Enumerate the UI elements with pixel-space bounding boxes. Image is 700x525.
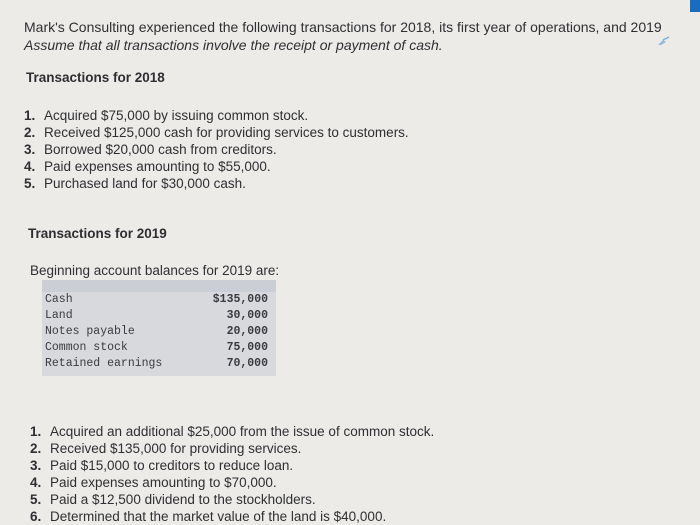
list-item: 1. Acquired $75,000 by issuing common stock. <box>24 108 309 123</box>
list-item: 3. Borrowed $20,000 cash from creditors. <box>24 142 277 157</box>
table-row: Retained earnings 70,000 <box>45 357 268 370</box>
heading-2019: Transactions for 2019 <box>28 226 167 241</box>
transactions-2019-list <box>30 423 434 525</box>
list-item: 4. Paid expenses amounting to $70,000. <box>30 475 277 490</box>
heading-2018: Transactions for 2018 <box>26 70 165 85</box>
transactions-2018-list <box>24 107 409 192</box>
table-row: Common stock 75,000 <box>45 341 268 354</box>
intro-assumption: Assume that all transactions involve the receipt or payment of cash. <box>24 37 443 53</box>
list-item: 1. Acquired an additional $25,000 from the issue of common stock. <box>30 424 435 439</box>
pencil-icon <box>657 36 671 46</box>
corner-marker <box>690 0 700 12</box>
list-item: 2. Received $125,000 cash for providing services to customers. <box>24 125 409 140</box>
intro-line-1: Mark's Consulting experienced the following transactions for 2018, its first year of operations, and 2019 <box>24 19 662 35</box>
list-item: 3. Paid $15,000 to creditors to reduce loan. <box>30 458 294 473</box>
list-item: 4. Paid expenses amounting to $55,000. <box>24 159 271 174</box>
table-row: Cash $135,000 <box>45 293 268 306</box>
list-item: 2. Received $135,000 for providing services. <box>30 441 302 456</box>
list-item: 5. Purchased land for $30,000 cash. <box>24 176 246 191</box>
beginning-balances-label: Beginning account balances for 2019 are: <box>30 263 280 278</box>
table-row: Land 30,000 <box>45 309 268 322</box>
beginning-balances-table <box>42 280 276 376</box>
table-row: Notes payable 20,000 <box>45 325 268 338</box>
list-item: 5. Paid a $12,500 dividend to the stockholders. <box>30 492 316 507</box>
list-item: 6. Determined that the market value of the land is $40,000. <box>30 509 387 524</box>
problem-intro <box>24 18 700 54</box>
